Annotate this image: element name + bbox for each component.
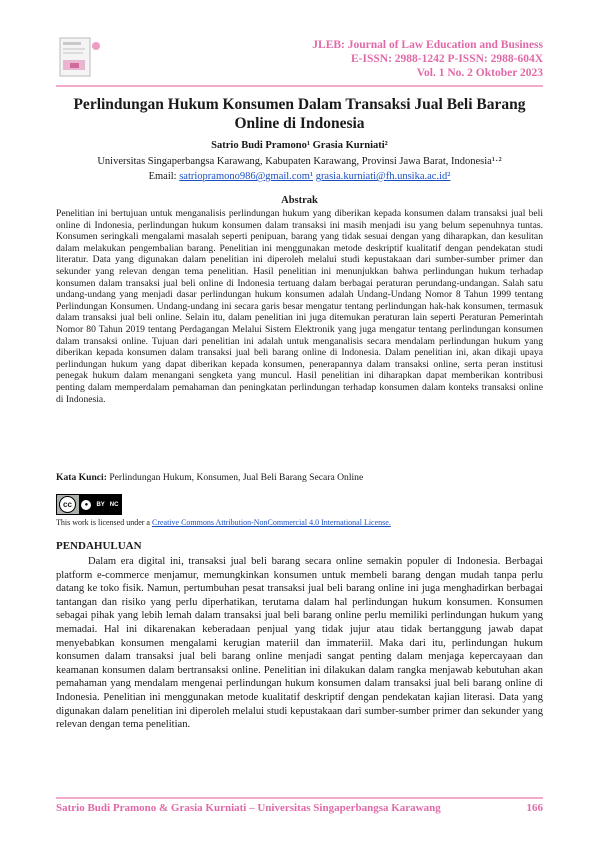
cc-by-label: BY [96,501,105,508]
journal-name: JLEB: Journal of Law Education and Business [312,39,543,51]
attribution-icon: ● [81,500,91,510]
abstract-text: Penelitian ini bertujuan untuk menganalisis perlindungan hukum yang diberikan kepada konsumen dalam transaksi jual beli online di Indonesia, perlindungan hukum konsumen dalam transaksi ini masih menjadi isu yang belum sepenuhnya tuntas. Konsumen seringkali mengalami masalah seperti penipuan, barang yang tidak sesuai dengan yang diharapkan, dan kesulitan dalam melakukan pengembalian barang. Penelitian ini menggunakan metode deskriptif kualitatif dengan pendekatan studi literatur. Data yang digunakan dalam penelitian ini diperoleh melalui studi kepustakaan dari sumber-sumber primer dan sekunder yang relevan dengan tema penelitian. Hasil penelitian ini menunjukkan bahwa perlindungan hukum terhadap konsumen dalam transaksi jual beli online di Indonesia tertuang dalam berbagai peraturan perundang-undangan. Salah satu undang-undang yang menjadi dasar perlindungan hukum konsumen adalah Undang-Undang Nomor 8 Tahun 1999 tentang Perlindungan Konsumen. Undang-undang ini secara garis besar mengatur tentang perlindungan hak-hak konsumen, termasuk dalam transaksi jual beli online. Selain itu, dalam penelitian ini juga ditemukan peraturan lain seperti Peraturan Pemerintah Nomor 80 Tahun 2019 tentang Perdagangan Melalui Sistem Elektronik yang juga mengatur tentang perlindungan konsumen dalam transaksi online. Tujuan dari penelitian ini adalah untuk menganalisis secara mendalam perlindungan hukum yang diberikan kepada konsumen dalam transaksi jual beli barang online di Indonesia. Dalam penelitian ini, akan dikaji upaya perlindungan hukum yang dapat diberikan kepada konsumen, penerapannya dalam transaksi online, serta peran institusi penegak hukum dalam menangani sengketa yang muncul. Hasil penelitian ini diharapkan dapat memberikan kontribusi penting dalam memperdalam pemahaman dan peningkatan perlindungan terhadap konsumen dalam konteks transaksi online di Indonesia. [56,208,543,405]
cc-badge-terms [79,495,121,514]
license-notice [56,518,543,528]
keywords-label: Kata Kunci: [56,472,107,483]
article-title: Perlindungan Hukum Konsumen Dalam Transaksi Jual Beli Barang Online di Indonesia [73,96,526,132]
section-heading: PENDAHULUAN [56,540,142,552]
journal-volume: Vol. 1 No. 2 Oktober 2023 [416,67,543,79]
journal-info [312,38,543,80]
email-label: Email: [148,171,177,182]
article-authors: Satrio Budi Pramono¹ Grasia Kurniati² [211,140,388,151]
footer-authors: Satrio Budi Pramono & Grasia Kurniati – Universitas Singaperbangsa Karawang [56,802,441,814]
keywords-value: Perlindungan Hukum, Konsumen, Jual Beli Barang Secara Online [109,472,364,483]
license-prefix: This work is licensed under a [56,518,150,527]
email-link-1[interactable]: satriopramono986@gmail.com¹ [179,171,314,182]
article-affiliation: Universitas Singaperbangsa Karawang, Kabupaten Karawang, Provinsi Jawa Barat, Indonesia¹·² [97,156,502,167]
article-emails [56,170,543,184]
journal-cover-logo [56,36,106,78]
section-body: Dalam era digital ini, transaksi jual beli barang secara online semakin populer di Indonesia. Berbagai platform e-commerce menjamur, memungkinkan konsumen untuk membeli barang dengan mudah tanpa perlu datang ke toko fisik. Namun, pertumbuhan pesat transaksi jual beli barang online ini juga menghadirkan berbagai tantangan dan risiko yang perlu diperhatikan, terutama dalam hal perlindungan hukum konsumen. Konsumen sebagai pihak yang lebih lemah dalam transaksi jual beli barang online perlu memiliki perlindungan hukum yang memadai. Hal ini dikarenakan keberadaan penjual yang tidak jujur atau tidak bertanggung jawab dapat menyebabkan konsumen mengalami kerugian materiil dan immateriil. Maka dari itu, perlindungan hukum konsumen dalam transaksi jual beli barang online menjadi sangat penting dalam menjaga kepercayaan dan keamanan konsumen dalam bertransaksi online. Penelitian ini dilakukan dalam rangka menjawab kebutuhan akan pemahaman yang mendalam mengenai perlindungan hukum konsumen dalam transaksi jual beli barang online di Indonesia. Penelitian ini menggunakan metode kualitatif deskriptif dengan pendekatan kajian literasi. Data yang digunakan dalam penelitian ini diperoleh melalui studi kepustakaan dari sumber-sumber primer dan sekunder yang relevan dengan tema penelitian. [56,556,543,731]
cc-nc-label: NC [109,501,119,508]
page-header [0,0,600,95]
cc-icon: cc [59,496,76,513]
page-number: 166 [526,802,543,814]
cc-license-badge[interactable] [56,494,122,515]
header-divider [56,85,543,87]
abstract-heading: Abstrak [281,195,318,206]
footer-divider [56,797,543,799]
journal-issn: E-ISSN: 2988-1242 P-ISSN: 2988-604X [351,53,543,65]
email-link-2[interactable]: grasia.kurniati@fh.unsika.ac.id² [315,171,451,182]
keywords [56,472,543,484]
license-link[interactable]: Creative Commons Attribution-NonCommercial 4.0 International License. [151,518,391,527]
